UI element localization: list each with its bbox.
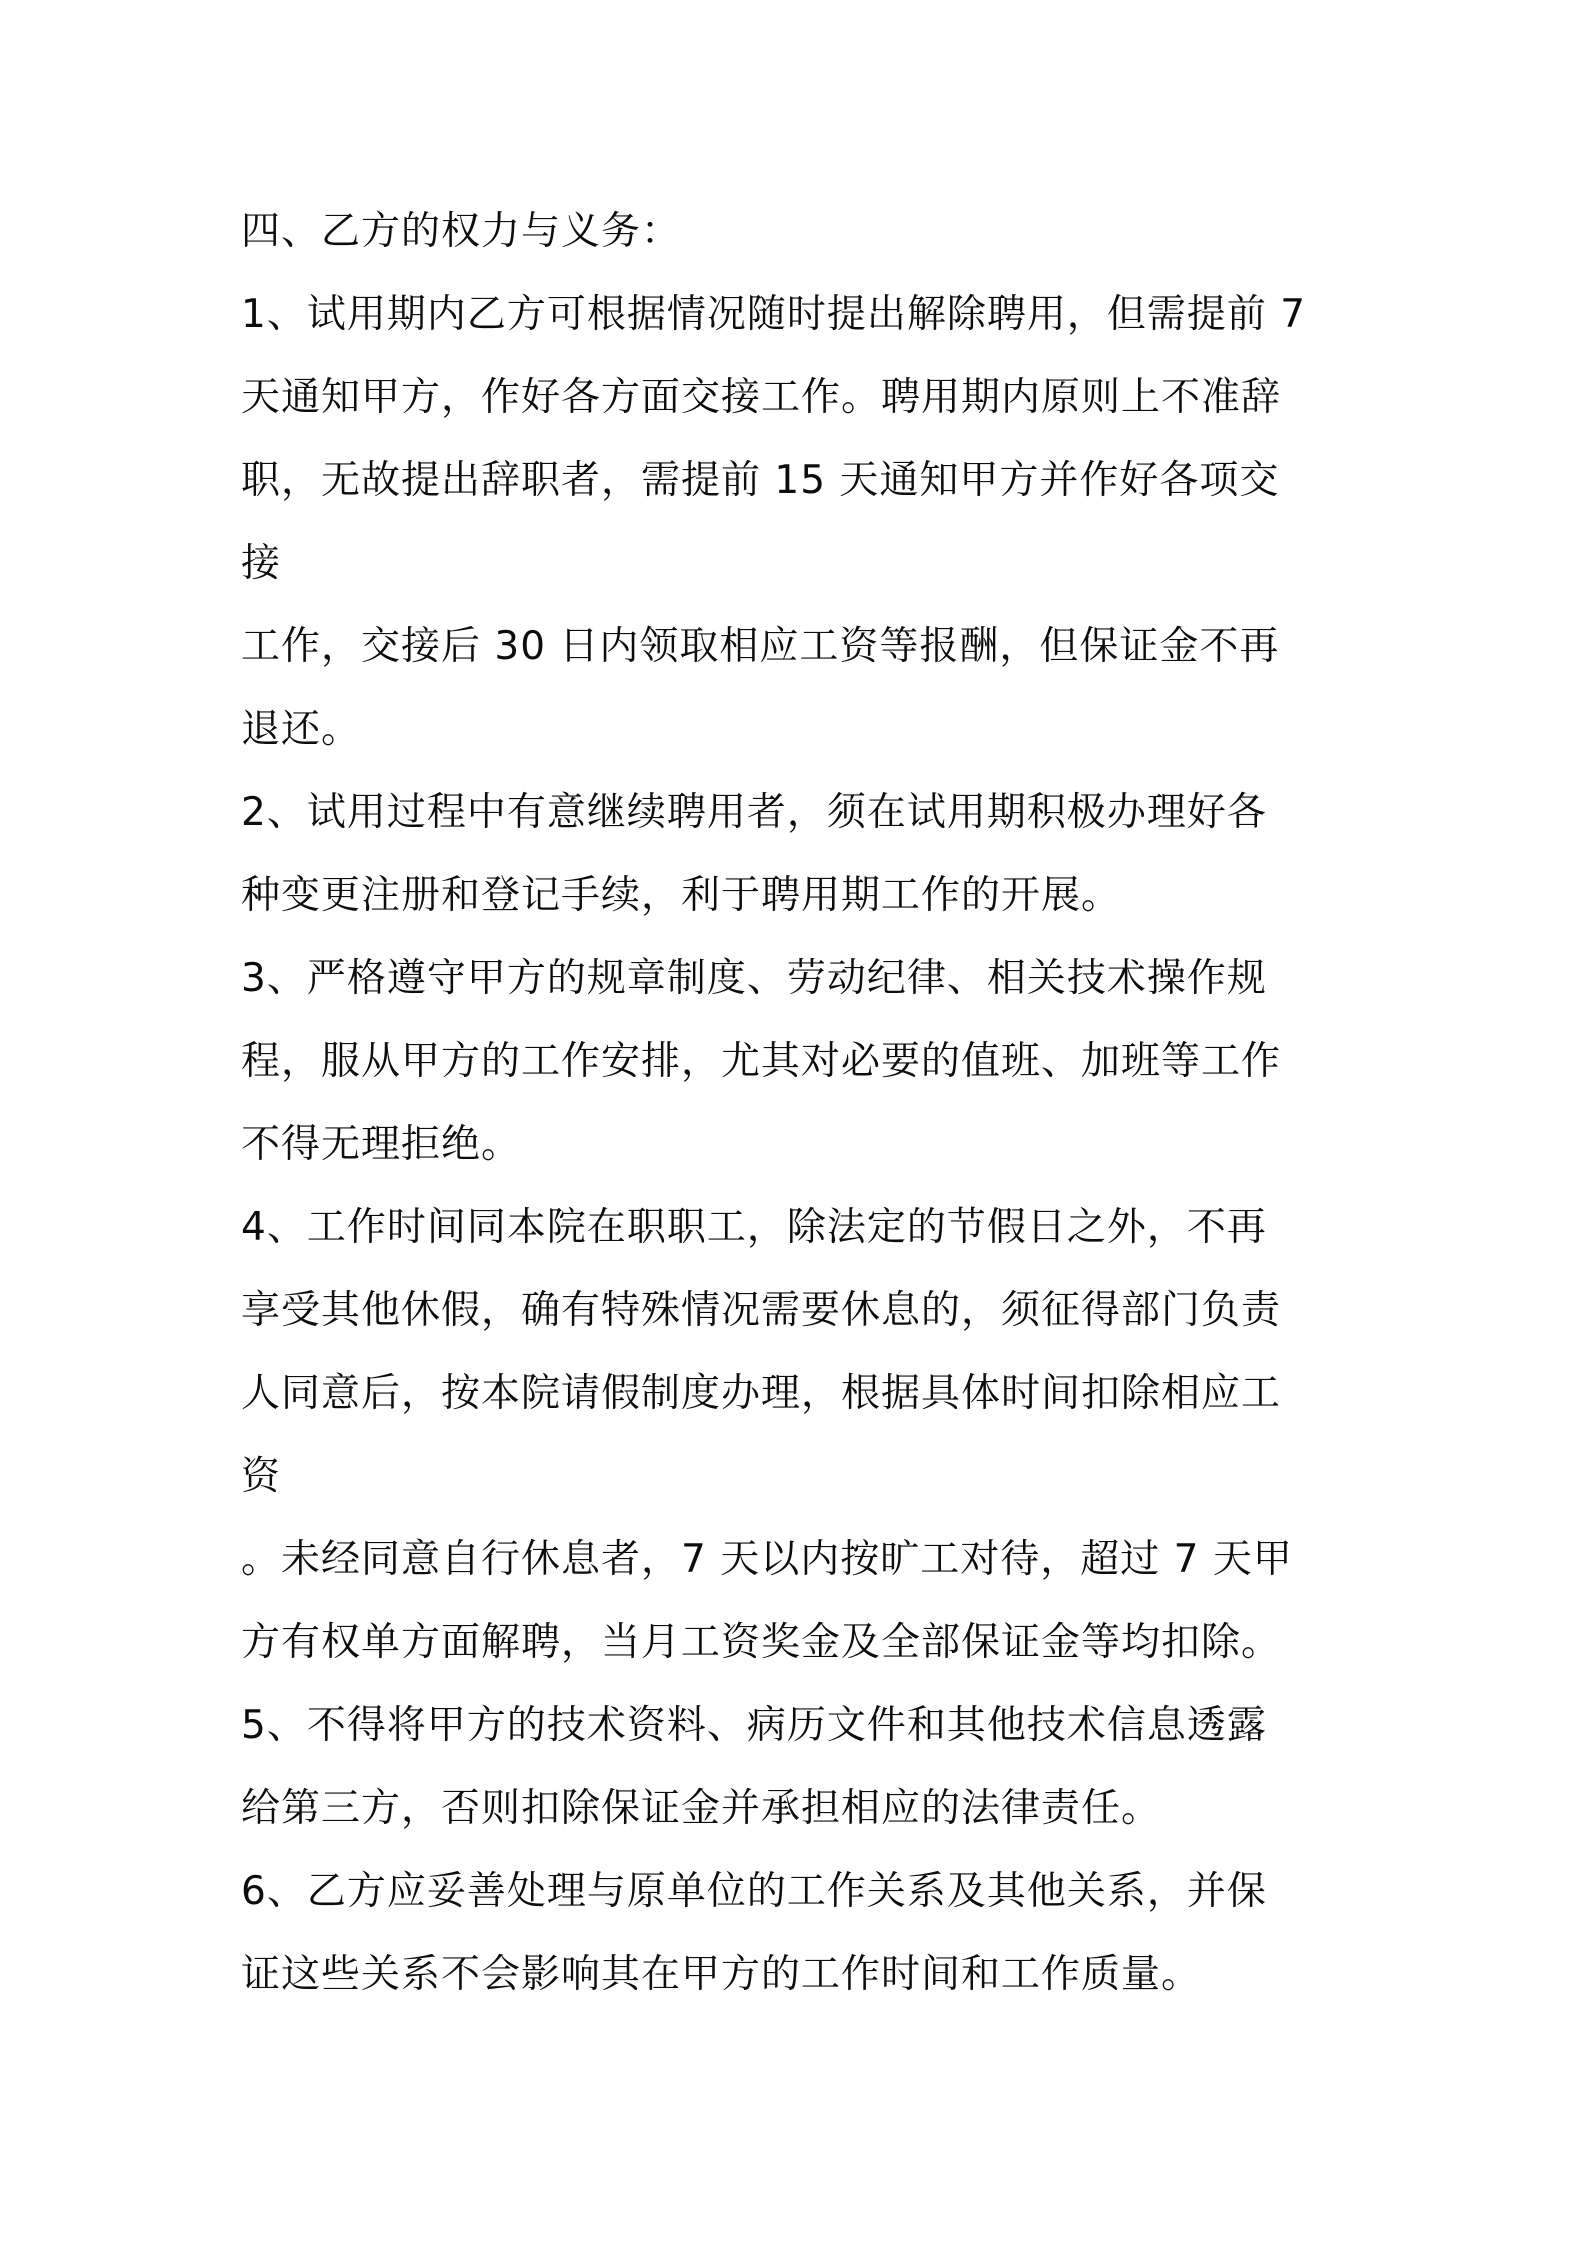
text-line: 不得无理拒绝。	[241, 1122, 522, 1167]
text-line: 方有权单方面解聘，当月工资奖金及全部保证金等均扣除。	[241, 1620, 1282, 1665]
text-line: 接	[241, 541, 282, 586]
section-heading: 四、乙方的权力与义务：	[241, 209, 682, 254]
text-line: 3、严格遵守甲方的规章制度、劳动纪律、相关技术操作规	[241, 956, 1267, 1001]
text-line: 享受其他休假，确有特殊情况需要休息的，须征得部门负责	[241, 1288, 1282, 1333]
text-line: 给第三方，否则扣除保证金并承担相应的法律责任。	[241, 1786, 1162, 1831]
text-line: 资	[241, 1454, 282, 1499]
text-line: 工作，交接后 30 日内领取相应工资等报酬，但保证金不再	[241, 624, 1280, 669]
text-line: 1、试用期内乙方可根据情况随时提出解除聘用，但需提前 7	[241, 292, 1307, 337]
text-line: 6、乙方应妥善处理与原单位的工作关系及其他关系，并保	[241, 1869, 1267, 1914]
text-line: 人同意后，按本院请假制度办理，根据具体时间扣除相应工	[241, 1371, 1282, 1416]
text-line: 种变更注册和登记手续，利于聘用期工作的开展。	[241, 873, 1122, 918]
text-line: 天通知甲方，作好各方面交接工作。聘用期内原则上不准辞	[241, 375, 1282, 420]
text-line: 职，无故提出辞职者，需提前 15 天通知甲方并作好各项交	[241, 458, 1280, 503]
text-line: 2、试用过程中有意继续聘用者，须在试用期积极办理好各	[241, 790, 1267, 835]
text-line: 证这些关系不会影响其在甲方的工作时间和工作质量。	[241, 1952, 1202, 1997]
text-line: 程，服从甲方的工作安排，尤其对必要的值班、加班等工作	[241, 1039, 1282, 1084]
text-line: 4、工作时间同本院在职职工，除法定的节假日之外，不再	[241, 1205, 1267, 1250]
text-line: 5、不得将甲方的技术资料、病历文件和其他技术信息透露	[241, 1703, 1267, 1748]
text-line: 。未经同意自行休息者，7 天以内按旷工对待，超过 7 天甲	[241, 1537, 1293, 1582]
text-line: 退还。	[241, 707, 362, 752]
